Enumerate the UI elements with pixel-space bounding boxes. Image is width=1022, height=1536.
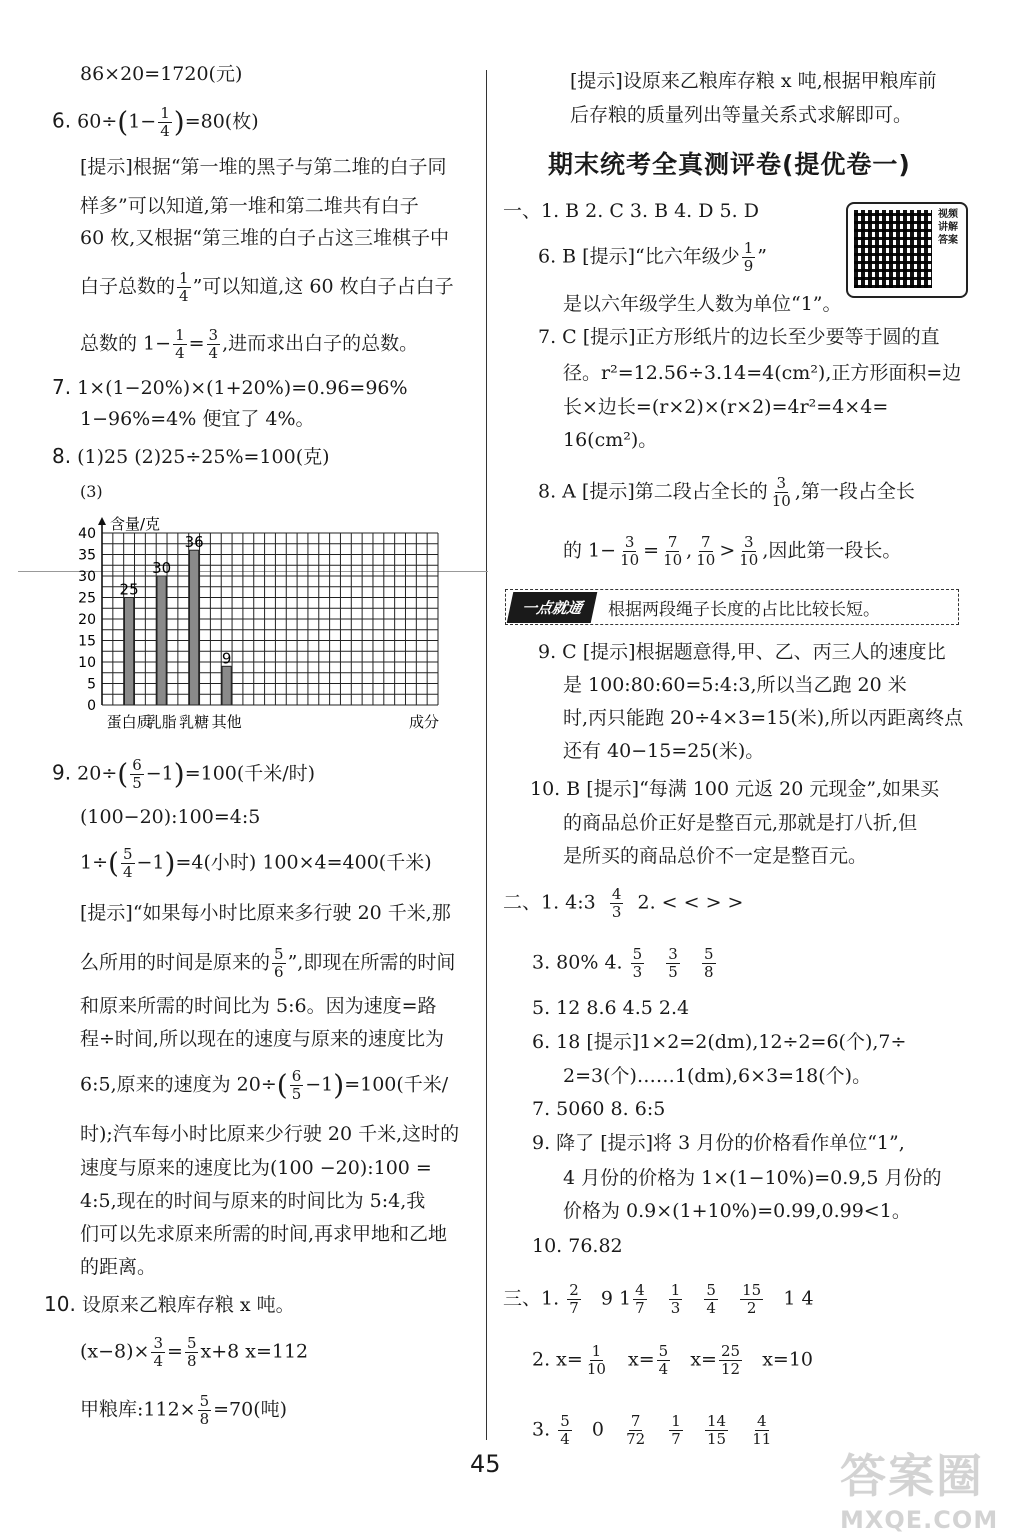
q9-answer: 9. 20÷( $\frac{6}{5}$ −1)=100(千米/时) (52, 756, 316, 792)
fraction: $\frac{1}{7}$ (671, 1412, 681, 1448)
y-tick-label: 25 (78, 590, 96, 607)
tip-line: 后存粮的质量列出等量关系式求解即可。 (570, 104, 913, 126)
y-tick-label: 40 (78, 526, 96, 542)
tip-line: [提示]设原来乙粮库存粮 x 吨,根据甲粮库前 (570, 70, 937, 92)
bar-data-label: 9 (221, 649, 232, 668)
fraction: $\frac{3}{5}$ (668, 945, 678, 981)
fraction: $\frac{6}{5}$ (132, 756, 142, 792)
fraction: $\frac{3}{10}$ (620, 533, 640, 569)
fraction: $\frac{7}{10}$ (663, 533, 683, 569)
q9-line: 1÷( $\frac{5}{4}$ −1)=4(小时) 100×4=400(千米) (80, 845, 432, 881)
q8-answer: 8. (1)25 (2)25÷25%=100(克) (52, 444, 330, 468)
s1-line: 径。r²=12.56÷3.14=4(cm²),正方形面积=边 (563, 362, 962, 384)
bar-data-label: 36 (184, 533, 204, 552)
s1-line: 是 100:80:60=5:4:3,所以当乙跑 20 米 (563, 674, 907, 696)
s2-line: 5. 12 8.6 4.5 2.4 (532, 997, 690, 1019)
s1-line: 的商品总价正好是整百元,那就是打八折,但 (563, 812, 918, 834)
s1-line: 时,丙只能跑 20÷4×3=15(米),所以丙距离终点 (563, 707, 964, 729)
fraction: $\frac{4}{3}$ (611, 885, 622, 921)
bar (157, 576, 166, 705)
bar (190, 550, 199, 705)
q6-answer: 6. 60÷(1− $\frac{1}{4}$ )=80(枚) (52, 104, 259, 140)
fraction: $\frac{5}{3}$ (632, 945, 643, 981)
s1-line: 还有 40−15=25(米)。 (563, 740, 765, 762)
fraction: $\frac{1}{9}$ (743, 239, 754, 275)
s3-line: 3. $\frac{5}{4}$ 0 $\frac{7}{72}$ $\frac{1}{7}$ $\frac{14}{15}$ $\frac{4}{11}$ (532, 1412, 772, 1448)
fraction: $\frac{14}{15}$ (706, 1412, 727, 1448)
tip-text: 根据两段绳子长度的占比比较长短。 (608, 599, 881, 620)
s3-line: 2. x= $\frac{1}{10}$ x= $\frac{5}{4}$ x= $\frac{25}{12}$ x=10 (532, 1342, 814, 1378)
y-axis-label: 含量/克 (110, 515, 161, 533)
q9-tip-line: 们可以先求原来所需的时间,再求甲地和乙地 (80, 1223, 448, 1245)
fraction: $\frac{5}{4}$ (560, 1412, 570, 1448)
s1-q8: 8. A [提示]第二段占全长的 $\frac{3}{10}$ ,第一段占全长 (538, 474, 915, 510)
y-tick-label: 35 (78, 547, 96, 564)
q9-tip-line: 和原来所需的时间比为 5:6。因为速度=路 (80, 995, 437, 1017)
s1-line: 10. B [提示]“每满 100 元返 20 元现金”,如果买 (530, 778, 940, 800)
y-tick-label: 15 (78, 633, 96, 650)
q7-line: 1−96%=4% 便宜了 4%。 (80, 408, 315, 430)
tip-banner (505, 589, 959, 625)
s3-line: 三、1. $\frac{2}{7}$ 9 1 $\frac{4}{7}$ $\frac{1}{3}$ $\frac{5}{4}$ $\frac{15}{2}$ 1 4 (503, 1281, 814, 1317)
s2-line: 3. 80% 4. $\frac{5}{3}$ $\frac{3}{5}$ $\frac{5}{8}$ (532, 945, 714, 981)
s2-line: 10. 76.82 (532, 1235, 623, 1257)
section-title: 期末统考全真测评卷(提优卷一) (548, 150, 911, 179)
watermark-text: 答案圈 (840, 1449, 984, 1503)
y-tick-label: 20 (78, 612, 96, 628)
fraction: $\frac{7}{10}$ (696, 533, 716, 569)
q10-answer: 10. 设原来乙粮库存粮 x 吨。 (44, 1292, 295, 1316)
fraction: $\frac{1}{4}$ (160, 104, 170, 140)
s1-line: 一、1. B 2. C 3. B 4. D 5. D (503, 200, 759, 222)
s2-line: 2=3(个)……1(dm),6×3=18(个)。 (563, 1065, 872, 1087)
q8-part3: (3) (80, 482, 103, 501)
fraction: $\frac{7}{72}$ (626, 1412, 646, 1448)
q9-tip-line: 么所用的时间是原来的 $\frac{5}{6}$ ”,即现在所需的时间 (80, 945, 456, 981)
qr-caption: 视频讲解答案 (938, 209, 958, 246)
fraction: $\frac{3}{10}$ (771, 474, 791, 510)
q9-tip-line: 的距离。 (80, 1256, 157, 1278)
q9-tip-line: 程÷时间,所以现在的速度与原来的速度比为 (80, 1028, 444, 1050)
fraction: $\frac{15}{2}$ (742, 1281, 762, 1317)
s2-line: 价格为 0.9×(1+10%)=0.99,0.99<1。 (563, 1200, 911, 1222)
q9-tip-line: 速度与原来的速度比为(100 −20):100 = (80, 1157, 432, 1179)
s1-q6: 6. B [提示]“比六年级少 $\frac{1}{9}$ ” (538, 239, 767, 275)
s1-line: 是所买的商品总价不一定是整百元。 (563, 845, 868, 867)
q6-tip-line: [提示]根据“第一堆的黑子与第二堆的白子同 (80, 156, 447, 178)
fraction: $\frac{5}{4}$ (706, 1281, 716, 1317)
watermark-logo (840, 1440, 1020, 1534)
y-tick-label: 0 (87, 698, 96, 714)
s1-q8-line: 的 1− $\frac{3}{10}$ = $\frac{7}{10}$ , $\frac{7}{10}$ > $\frac{3}{10}$ ,因此第一段长。 (563, 533, 902, 569)
fraction: $\frac{5}{4}$ (658, 1342, 669, 1378)
x-axis-label: 成分 (408, 713, 440, 731)
fraction: $\frac{4}{7}$ (635, 1281, 645, 1317)
q6-tip-line: 样多”可以知道,第一堆和第二堆共有白子 (80, 195, 419, 217)
s2-line: 9. 降了 [提示]将 3 月份的价格看作单位“1”, (532, 1132, 905, 1154)
fraction: $\frac{5}{8}$ (199, 1392, 210, 1428)
q9-line: (100−20):100=4:5 (80, 806, 261, 828)
bar (222, 666, 231, 705)
fraction: $\frac{1}{4}$ (175, 326, 185, 362)
fraction: $\frac{2}{7}$ (569, 1281, 579, 1317)
fraction: $\frac{5}{8}$ (703, 945, 714, 981)
q9-tip-line: 4:5,现在的时间与原来的时间比为 5:4,我 (80, 1190, 426, 1212)
s1-line: 长×边长=(r×2)×(r×2)=4r²=4×4= (563, 396, 889, 418)
s2-line: 4 月份的价格为 1×(1−10%)=0.9,5 月份的 (563, 1167, 942, 1189)
fraction: $\frac{1}{3}$ (670, 1281, 681, 1317)
q9-tip-line: 6:5,原来的速度为 20÷( $\frac{6}{5}$ −1)=100(千米/ (80, 1067, 449, 1103)
x-tick-label: 其他 (211, 713, 242, 731)
q6-tip-line: 60 枚,又根据“第三堆的白子占这三堆棋子中 (80, 227, 449, 249)
fraction: $\frac{1}{4}$ (179, 269, 189, 305)
fraction: $\frac{3}{4}$ (208, 326, 219, 362)
fraction: $\frac{6}{5}$ (291, 1067, 302, 1103)
q6-tip-line: 白子总数的 $\frac{1}{4}$ ”可以知道,这 60 枚白子占白子 (80, 269, 454, 305)
s2-line: 6. 18 [提示]1×2=2(dm),12÷2=6(个),7÷ (532, 1031, 907, 1053)
fraction: $\frac{3}{4}$ (153, 1334, 164, 1370)
fraction: $\frac{5}{4}$ (122, 845, 133, 881)
s1-line: 是以六年级学生人数为单位“1”。 (563, 293, 842, 315)
fraction: $\frac{4}{11}$ (752, 1412, 772, 1448)
q7-answer: 7. 1×(1−20%)×(1+20%)=0.96=96% (52, 375, 408, 399)
q10-line: 甲粮库:112× $\frac{5}{8}$ =70(吨) (80, 1392, 288, 1428)
fraction: $\frac{3}{10}$ (739, 533, 759, 569)
q9-tip-line: 时);汽车每小时比原来少行驶 20 千米,这时的 (80, 1123, 460, 1145)
q10-line: (x−8)× $\frac{3}{4}$ = $\frac{5}{8}$ x+8 x=112 (80, 1334, 309, 1370)
x-tick-label: 蛋白质 (106, 713, 152, 731)
fraction: $\frac{1}{10}$ (586, 1342, 606, 1378)
y-tick-label: 30 (78, 569, 96, 585)
s1-line: 9. C [提示]根据题意得,甲、乙、丙三人的速度比 (538, 641, 946, 663)
x-tick-label: 乳糖 (179, 713, 210, 731)
fraction: $\frac{25}{12}$ (720, 1342, 741, 1378)
watermark-url: MXQE.COM (840, 1506, 999, 1534)
column-divider (486, 70, 487, 1440)
s1-line: 7. C [提示]正方形纸片的边长至少要等于圆的直 (538, 326, 940, 348)
y-tick-label: 5 (87, 676, 96, 693)
qr-pattern (854, 210, 932, 288)
y-axis-arrow (98, 517, 106, 525)
y-tick-label: 10 (78, 655, 96, 671)
fraction: $\frac{5}{8}$ (186, 1334, 197, 1370)
qr-code[interactable] (846, 202, 968, 298)
calc-line: 86×20=1720(元) (80, 63, 243, 85)
bar (124, 598, 133, 706)
bar-chart (70, 505, 470, 745)
x-tick-label: 乳脂 (146, 713, 177, 731)
q9-tip-line: [提示]“如果每小时比原来多行驶 20 千米,那 (80, 902, 451, 924)
bar-data-label: 30 (152, 559, 172, 577)
page-number: 45 (470, 1450, 501, 1478)
tip-badge: 一点就通 (507, 592, 598, 623)
q6-tip-line: 总数的 1− $\frac{1}{4}$ = $\frac{3}{4}$ ,进而求出白子的总数。 (80, 326, 419, 362)
bar-data-label: 25 (119, 580, 139, 599)
s1-line: 16(cm²)。 (563, 429, 658, 451)
s2-line: 7. 5060 8. 6:5 (532, 1098, 666, 1120)
fraction: $\frac{5}{6}$ (274, 945, 284, 981)
s2-line: 二、1. 4:3 $\frac{4}{3}$ 2. < < > > (503, 885, 744, 921)
